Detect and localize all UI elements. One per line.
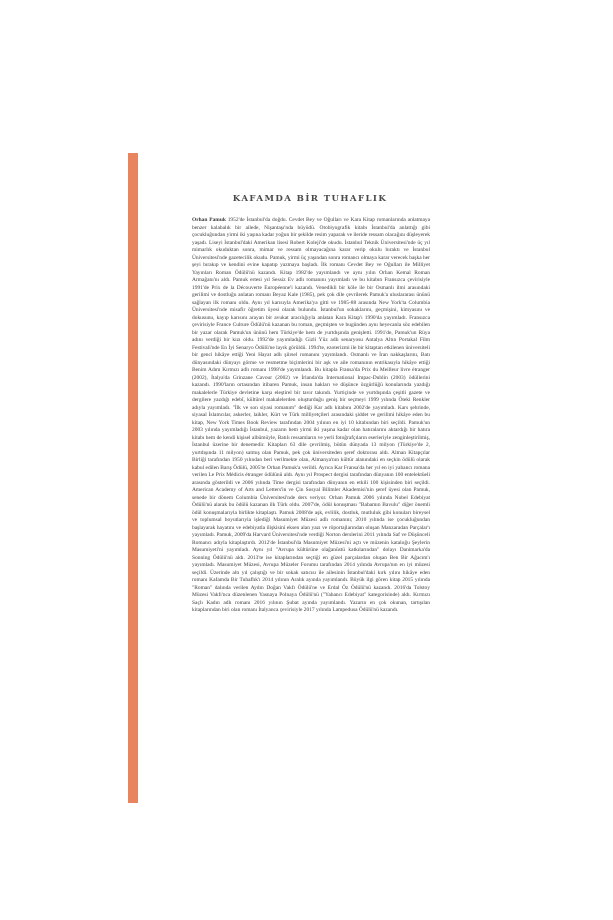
spine-stripe bbox=[128, 153, 138, 803]
page-title: KAFAMDA BİR TUHAFLIK bbox=[232, 194, 388, 204]
author-name: Orhan Pamuk bbox=[192, 217, 226, 223]
biography-text: 1952'de İstanbul'da doğdu. Cevdet Bey ve Oğulları ve Kara Kitap romanlarında anlatmaya benzer kalabalık bir ailede, Nişantaşı'nda büyüdü. Otobiyografik kitabı İstanbul'da anlattığı gibi çocukluğundan yirmi iki yaşına kadar yoğun bir şekilde resim yaparak ve ileride ressam olacağını düşleyerek yaşadı. Liseyi İstanbul'daki Amerikan lisesi Robert Koleji'de okudu. İstanbul Teknik Üniversitesi'nde üç yıl mimarlık okuduktan sonra, mimar ve ressam olmayacağına karar verip okulu bıraktı ve İstanbul Üniversitesi'nde gazetecilik okudu. Pamuk, yirmi üç yaşından sonra romancı olmaya karar verecek başka her şeyi bırakıp ve kendini evine kapatıp yazmaya başladı. İlk romanı Cevdet Bey ve Oğulları ile Milliyet Yayınları Roman Ödülü'nü kazandı. Kitap 1982'de yayımlandı ve aynı yılın Orhan Kemal Roman Armağanı'nı aldı. Pamuk ertesi yıl Sessiz Ev adlı romanını yayımladı ve bu kitabın Fransızca çevirisiyle 1991'de Prix de la Découverte Européenne'i kazandı. Venedikli bir köle ile bir Osmanlı ilmi arasındaki gerilimi ve dostluğu anlatan romanı Beyaz Kale (1985), pek çok dile çevrilerek Pamuk'a uluslararası ününü sağlayan ilk romanı oldu. Aynı yıl karısıyla Amerika'ya gitti ve 1985-88 arasında New York'ta Columbia Üniversitesi'nde misafir öğretim üyesi olarak bulundu. İstanbul'un sokaklarını, geçmişini, kimyasını ve dokusunu, kayıp karısını arayan bir avukat aracılığıyla anlatan Kara Kitap'ı 1990'da yayımladı. Fransızca çevirisiyle France Culture Ödülü'nü kazanan bu roman, geçmişten ve bugünden aynı heyecanla söz edebilen bir yazar olarak Pamuk'un ününü hem Türkiye'de hem de yurtdışında genişletti. 1991'de, Pamuk'un Rüya adını verdiği bir kızı oldu. 1992'de yayımladığı Gizli Yüz adlı senaryosu Antalya Altın Portakal Film Festivali'nde En İyi Senaryo Ödülü'ne layık görüldü. 1994'te, ezoterizmi ile bir kitaptan etkilenen üniversiteli bir genci hikâye ettiği Yeni Hayat adlı şiirsel romanını yayımlandı. Osmanlı ve İran nakkaşlarını, Batı dünyasındaki dünyayı görme ve resmetme biçimlerini bir aşk ve aile romanının entrikasıyla hikâye ettiği Benim Adım Kırmızı adlı romanı 1998'de yayımlandı. Bu kitapla Fransa'da Prix du Meilleur livre étranger (2002), İtalya'da Grinzane Cavour (2002) ve İrlanda'da International Impac-Dublin (2003) ödüllerini kazandı. 1990'ların ortasından itibaren Pamuk, insan hakları ve düşünce özgürlüğü konularında yazdığı makalelerle Türkiye devletine karşı eleştirel bir tavır takındı. Yurtiçinde ve yurtdışında çeşitli gazete ve dergilere yazdığı edebî, kültürel makalelerden oluşturduğu geniş bir seçmeyi 1999 yılında Öteki Renkler adıyla yayımladı. "İlk ve son siyasi romanım" dediği Kar adlı kitabını 2002'de yayımladı. Kars şehrinde, siyasal İslamcılar, askerler, laikler, Kürt ve Türk milliyetçileri arasındaki şiddet ve gerilimi hikâye eden bu kitap, New York Times Book Review tarafından 2004 yılının en iyi 10 kitabından biri seçildi. Pamuk'un 2003 yılında yayımladığı İstanbul, yazarın hem yirmi iki yaşına kadar olan hatıralarını aktardığı bir hatıra kitabı hem de kendi kişisel albümüyle, Batılı ressamların ve yerli fotoğrafçıların eserleriyle zenginleştirilmiş, İstanbul üzerine bir denemedir. Kitapları 63 dile çevrilmiş, bütün dünyada 13 milyon (Türkiye'de 2, yurtdışında 11 milyon) satmış olan Pamuk, pek çok üniversiteden şeref doktorası aldı. Alman Kitapçılar Birliği tarafından 1950 yılından beri verilmekte olan, Almanya'nın kültür alanındaki en seçkin ödülü olarak kabul edilen Barış Ödülü, 2005'te Orhan Pamuk'a verildi. Ayrıca Kar Fransa'da her yıl en iyi yabancı romana verilen Le Prix Médicis étranger ödülünü aldı. Aynı yıl Prospect dergisi tarafından dünyanın 100 entelektüeli arasında gösterildi ve 2006 yılında Time dergisi tarafından dünyanın en etkili 100 kişisinden biri seçildi. American Academy of Arts and Letters'in ve Çin Sosyal Bilimler Akademisi'nin şeref üyesi olan Pamuk, senede bir dönem Columbia Üniversitesi'nde ders veriyor. Orhan Pamuk 2006 yılında Nobel Edebiyat Ödülü'nü alarak bu ödülü kazanan ilk Türk oldu. 2007'de, ödül konuşması "Babamın Bavulu" diğer önemli ödül konuşmalarıyla birlikte kitaplaştı. Pamuk 2008'de aşk, evlilik, dostluk, mutluluk gibi konuları bireysel ve toplumsal boyutlarıyla işlediği Masumiyet Müzesi adlı romanını; 2010 yılında ise çocukluğundan başlayarak hayatını ve edebiyatla ilişkisini eksen alan yazı ve röportajlarından oluşan Manzaradan Parçalar'ı yayımladı. Pamuk, 2009'da Harvard Üniversitesi'nde verdiği Norton derslerini 2011 yılında Saf ve Düşünceli Romancı adıyla kitaplaştırdı. 2012'de İstanbul'da Masumiyet Müzesi'ni açtı ve müzenin kataloğu Şeylerin Masumiyeti'ni yayımladı. Aynı yıl "Avrupa kültürüne olağanüstü katkılarından" dolayı Danimarka'da Sonning Ödülü'nü aldı. 2013'te ise kitaplarından seçtiği en güzel parçalardan oluşan Ben Bir Ağacım'ı yayımladı. Masumiyet Müzesi, Avrupa Müzeler Forumu tarafından 2014 yılında Avrupa'nın en iyi müzesi seçildi. Üzerinde altı yıl çalıştığı ve bir sokak satıcısı ile ailesinin İstanbul'daki kırk yılını hikâye eden romanı Kafamda Bir Tuhaflık'ı 2014 yılının Aralık ayında yayımlandı. Büyük ilgi gören kitap 2015 yılında "Roman" dalında verilen Aydın Doğan Vakfı Ödülü'ne ve Erdal Öz Ödülü'nü kazandı. 2016'da Tolstoy Müzesi Vakfı'nca düzenlenen Yasnaya Polnaya Ödülü'nü ("Yabancı Edebiyat" kategorisinde) aldı. Kırmızı Saçlı Kadın adlı romanı 2016 yılının Şubat ayında yayımlandı. Yazarın en çok okunan, tartışılan kitaplarından biri olan romanı İtalyanca çevirisiyle 2017 yılında Lampedusa Ödülü'nü kazandı. bbox=[192, 217, 431, 613]
author-biography bbox=[192, 217, 430, 615]
